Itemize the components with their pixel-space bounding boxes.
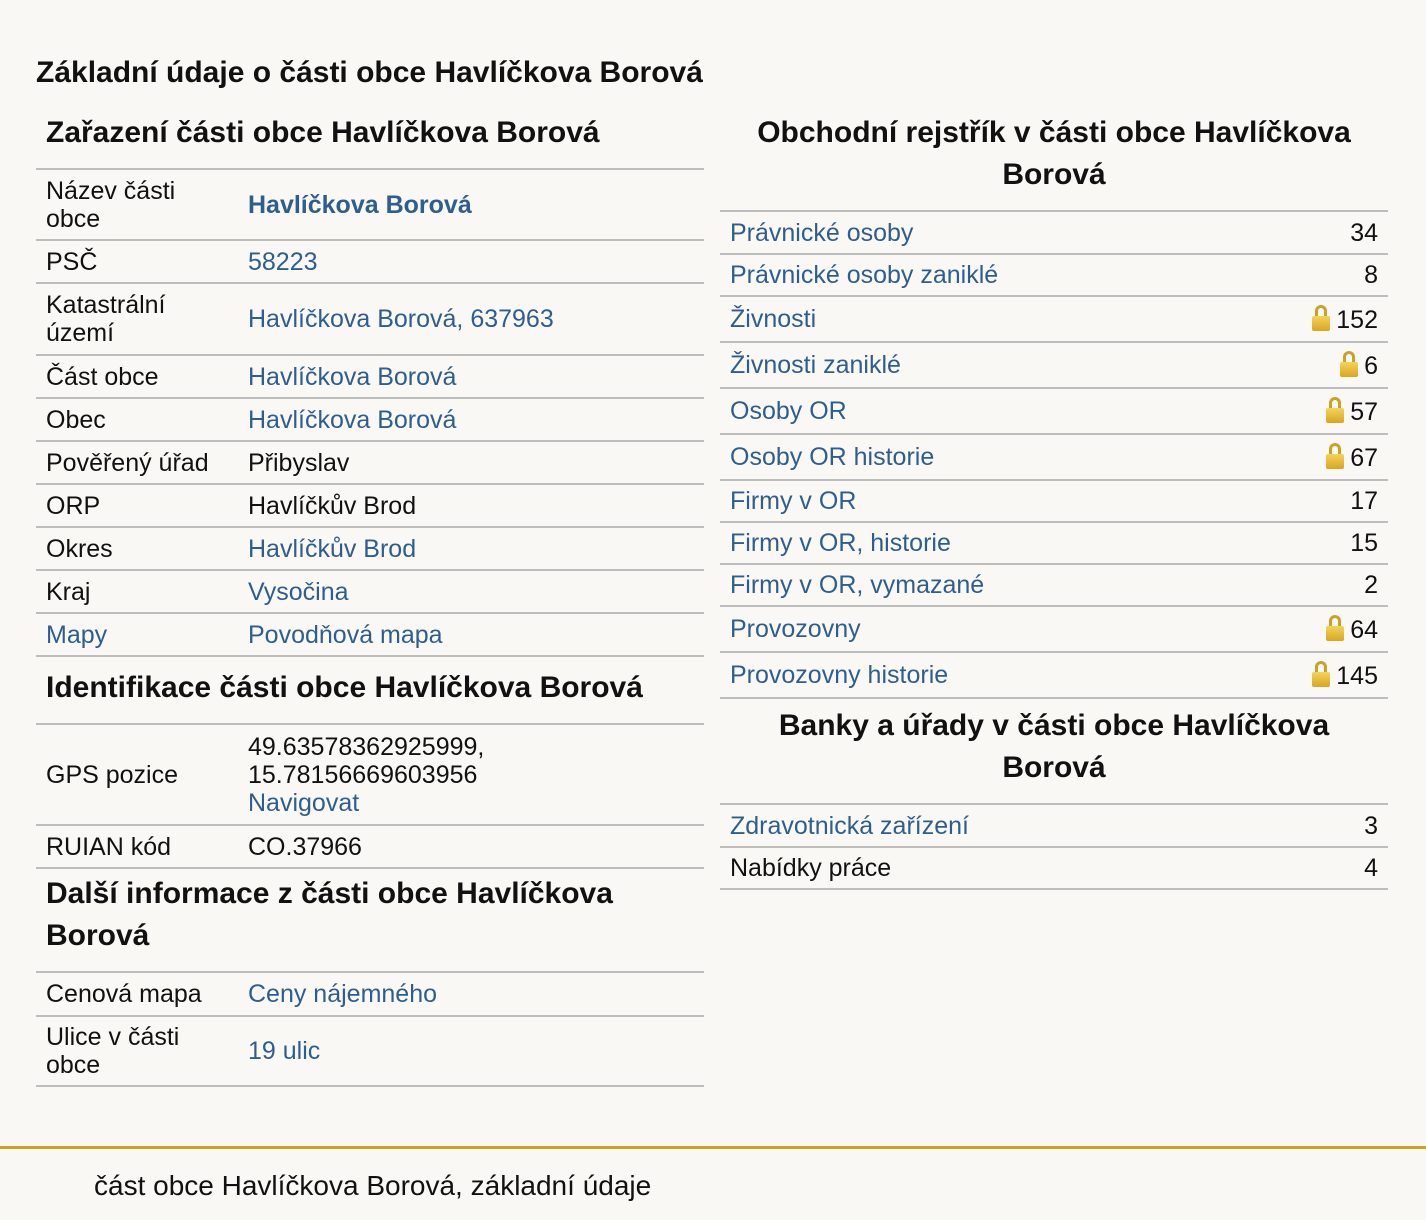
row-label: Pověřený úřad bbox=[36, 441, 238, 484]
table-row bbox=[36, 398, 704, 441]
ceny-najemneho-link[interactable]: Ceny nájemného bbox=[248, 980, 438, 1008]
lock-icon[interactable] bbox=[1340, 351, 1358, 377]
footer-divider bbox=[0, 1146, 1426, 1149]
table-row bbox=[36, 484, 704, 527]
right-column bbox=[720, 112, 1388, 890]
dalsi-title: Další informace z části obce Havlíčkova Borová bbox=[36, 869, 704, 973]
table-row bbox=[720, 254, 1388, 296]
register-link[interactable]: Provozovny historie bbox=[730, 661, 949, 689]
register-link[interactable]: Právnické osoby zaniklé bbox=[730, 261, 999, 289]
row-count: 67 bbox=[1350, 443, 1378, 472]
table-row bbox=[720, 296, 1388, 342]
row-count: 3 bbox=[1311, 805, 1388, 847]
row-label: Cenová mapa bbox=[36, 973, 238, 1016]
kraj-link[interactable]: Vysočina bbox=[248, 577, 349, 606]
table-row bbox=[720, 342, 1388, 388]
lock-icon[interactable] bbox=[1312, 305, 1330, 331]
psc-link[interactable]: 58223 bbox=[248, 247, 318, 276]
row-value: Havlíčkův Brod bbox=[238, 484, 704, 527]
row-value: Přibyslav bbox=[238, 441, 704, 484]
footer-text: část obce Havlíčkova Borová, základní údaje bbox=[94, 1170, 652, 1201]
register-link[interactable]: Firmy v OR, vymazané bbox=[730, 571, 985, 599]
register-link[interactable]: Firmy v OR, historie bbox=[730, 529, 951, 557]
lock-icon[interactable] bbox=[1326, 397, 1344, 423]
banky-title: Banky a úřady v části obce Havlíčkova Borová bbox=[720, 699, 1388, 805]
okres-link[interactable]: Havlíčkův Brod bbox=[248, 534, 417, 563]
cast-obce-link[interactable]: Havlíčkova Borová bbox=[248, 362, 457, 391]
row-label: RUIAN kód bbox=[36, 825, 238, 868]
row-label: Nabídky práce bbox=[720, 847, 1311, 889]
row-label: Okres bbox=[36, 527, 238, 570]
row-count: 64 bbox=[1350, 615, 1378, 644]
lock-icon[interactable] bbox=[1326, 615, 1344, 641]
row-label: Obec bbox=[36, 398, 238, 441]
row-count: 2 bbox=[1364, 571, 1378, 599]
table-row bbox=[36, 355, 704, 398]
row-label: Název části obce bbox=[36, 170, 238, 240]
register-link[interactable]: Živnosti zaniklé bbox=[730, 351, 901, 379]
table-row bbox=[36, 441, 704, 484]
table-row bbox=[36, 570, 704, 613]
row-count: 6 bbox=[1364, 351, 1378, 380]
row-label: PSČ bbox=[36, 240, 238, 283]
identifikace-title: Identifikace části obce Havlíčkova Borová bbox=[36, 657, 704, 725]
dalsi-table bbox=[36, 973, 704, 1087]
row-count: 34 bbox=[1350, 218, 1378, 247]
row-label: GPS pozice bbox=[36, 725, 238, 825]
left-column bbox=[36, 112, 704, 1087]
zdravotnicka-zarizeni-link[interactable]: Zdravotnická zařízení bbox=[730, 811, 969, 840]
table-row bbox=[36, 170, 704, 240]
row-count: 145 bbox=[1336, 661, 1378, 690]
mapy-link[interactable]: Mapy bbox=[46, 620, 108, 649]
obec-link[interactable]: Havlíčkova Borová bbox=[248, 405, 457, 434]
register-link[interactable]: Firmy v OR bbox=[730, 487, 857, 515]
zarazeni-title: Zařazení části obce Havlíčkova Borová bbox=[36, 112, 704, 170]
table-row bbox=[720, 388, 1388, 434]
ruian-code: CO.37966 bbox=[238, 825, 704, 868]
row-label: Ulice v části obce bbox=[36, 1016, 238, 1086]
navigate-link[interactable]: Navigovat bbox=[248, 788, 360, 817]
banky-table bbox=[720, 805, 1388, 890]
lock-icon[interactable] bbox=[1312, 661, 1330, 687]
table-row bbox=[36, 527, 704, 570]
table-row bbox=[720, 434, 1388, 480]
table-row bbox=[36, 825, 704, 868]
table-row bbox=[36, 725, 704, 825]
table-row bbox=[720, 522, 1388, 564]
table-row bbox=[720, 652, 1388, 698]
gps-coordinates: 49.63578362925999, 15.78156669603956 bbox=[248, 732, 485, 789]
katastralni-uzemi-link[interactable]: Havlíčkova Borová, 637963 bbox=[248, 305, 554, 333]
row-count: 15 bbox=[1350, 529, 1378, 557]
obchodni-table bbox=[720, 212, 1388, 699]
cast-obce-name-link[interactable]: Havlíčkova Borová bbox=[248, 190, 472, 219]
table-row bbox=[36, 613, 704, 656]
register-link[interactable]: Provozovny bbox=[730, 615, 861, 643]
row-label: Kraj bbox=[36, 570, 238, 613]
zarazeni-table bbox=[36, 170, 704, 657]
povodnova-mapa-link[interactable]: Povodňová mapa bbox=[248, 620, 443, 649]
table-row bbox=[720, 212, 1388, 254]
row-count: 17 bbox=[1350, 487, 1378, 515]
table-row bbox=[36, 240, 704, 283]
table-row bbox=[720, 606, 1388, 652]
table-row bbox=[36, 1016, 704, 1086]
identifikace-table bbox=[36, 725, 704, 869]
table-row bbox=[720, 564, 1388, 606]
row-label: Část obce bbox=[36, 355, 238, 398]
row-count: 4 bbox=[1311, 847, 1388, 889]
row-label: Katastrální území bbox=[36, 283, 238, 355]
row-count: 8 bbox=[1364, 261, 1378, 289]
table-row bbox=[36, 283, 704, 355]
obchodni-title: Obchodní rejstřík v části obce Havlíčkova Borová bbox=[720, 112, 1388, 212]
row-label: ORP bbox=[36, 484, 238, 527]
table-row bbox=[720, 480, 1388, 522]
register-link[interactable]: Osoby OR bbox=[730, 397, 847, 425]
register-link[interactable]: Živnosti bbox=[730, 305, 817, 333]
row-count: 152 bbox=[1336, 305, 1378, 334]
table-row bbox=[720, 805, 1388, 847]
register-link[interactable]: Právnické osoby bbox=[730, 218, 914, 247]
ulice-link[interactable]: 19 ulic bbox=[248, 1037, 321, 1065]
row-count: 57 bbox=[1350, 397, 1378, 426]
table-row bbox=[720, 847, 1388, 889]
register-link[interactable]: Osoby OR historie bbox=[730, 443, 935, 471]
table-row bbox=[36, 973, 704, 1016]
lock-icon[interactable] bbox=[1326, 443, 1344, 469]
page-title: Základní údaje o části obce Havlíčkova Borová bbox=[36, 56, 703, 89]
